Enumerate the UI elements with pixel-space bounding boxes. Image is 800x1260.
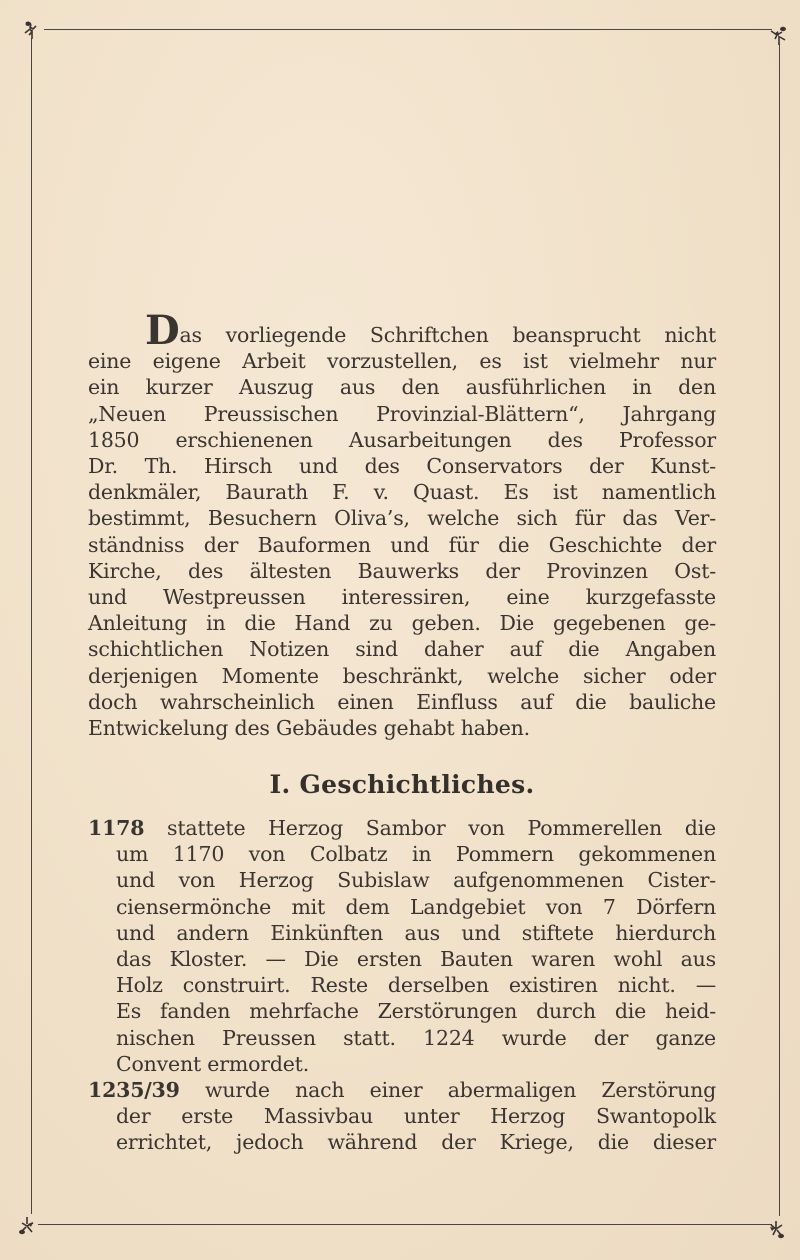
- corner-ornament-bottom-left-icon: [16, 1215, 38, 1237]
- intro-line: schichtlichen Notizen sind daher auf die Angaben: [88, 637, 716, 662]
- intro-line: bestimmt, Besuchern Oliva’s, welche sich für das Ver-: [88, 506, 716, 531]
- entry-line: ciensermönche mit dem Landgebiet von 7 Dörfern: [116, 894, 716, 919]
- intro-line: Dr. Th. Hirsch und des Conservators der Kunst-: [88, 454, 716, 479]
- corner-ornament-top-left-icon: [21, 19, 43, 41]
- intro-line: und Westpreussen interessiren, eine kurzgefasste: [88, 585, 716, 610]
- intro-line: eine eigene Arbeit vorzustellen, es ist vielmehr nur: [88, 349, 716, 374]
- entry-year: 1235/39: [88, 1078, 180, 1102]
- entry-line: das Kloster. — Die ersten Bauten waren wohl aus: [116, 947, 716, 972]
- entry-line: Convent ermordet.: [116, 1051, 310, 1076]
- border-bottom-rule: [38, 1224, 772, 1225]
- intro-line: derjenigen Momente beschränkt, welche sicher oder: [88, 663, 716, 688]
- entry-line: Holz construirt. Reste derselben existiren nicht. —: [116, 973, 716, 998]
- intro-line: Das vorliegende Schriftchen beansprucht nicht: [145, 307, 716, 354]
- intro-paragraph: [88, 307, 716, 741]
- corner-ornament-top-right-icon: [768, 25, 790, 47]
- entry-line: und andern Einkünften aus und stiftete hierdurch: [116, 920, 716, 945]
- border-left-rule: [31, 38, 32, 1214]
- intro-line: „Neuen Preussischen Provinzial-Blättern“, Jahrgang: [88, 401, 716, 426]
- chronicle-entry-1178: [88, 815, 716, 1077]
- intro-line: denkmäler, Baurath F. v. Quast. Es ist namentlich: [88, 480, 716, 505]
- intro-line: ständniss der Bauformen und für die Geschichte der: [88, 532, 716, 557]
- intro-line: Anleitung in die Hand zu geben. Die gegebenen ge-: [88, 611, 716, 636]
- intro-line: 1850 erschienenen Ausarbeitungen des Professor: [88, 427, 716, 452]
- intro-line: ein kurzer Auszug aus den ausführlichen in den: [88, 375, 716, 400]
- intro-line: doch wahrscheinlich einen Einfluss auf die bauliche: [88, 689, 716, 714]
- entry-year: 1178: [88, 816, 145, 840]
- border-top-rule: [44, 29, 772, 30]
- intro-line: Kirche, des ältesten Bauwerks der Provinzen Ost-: [88, 558, 716, 583]
- entry-line: und von Herzog Subislaw aufgenommenen Cister-: [116, 868, 716, 893]
- intro-line: Entwickelung des Gebäudes gehabt haben.: [88, 716, 530, 741]
- drop-cap: D: [145, 307, 180, 354]
- entry-line: um 1170 von Colbatz in Pommern gekommenen: [116, 842, 716, 867]
- entry-line: errichtet, jedoch während der Kriege, die dieser: [116, 1130, 716, 1155]
- entry-line: nischen Preussen statt. 1224 wurde der ganze: [116, 1025, 716, 1050]
- corner-ornament-bottom-right-icon: [766, 1219, 788, 1241]
- entry-first-line: 1235/39 wurde nach einer abermaligen Zerstörung: [88, 1078, 716, 1102]
- entry-line: der erste Massivbau unter Herzog Swantopolk: [116, 1104, 716, 1129]
- border-right-rule: [779, 44, 780, 1216]
- section-heading: I. Geschichtliches.: [269, 770, 535, 799]
- entry-line: Es fanden mehrfache Zerstörungen durch die heid-: [116, 999, 716, 1024]
- chronicle-entry-1235-39: [88, 1077, 716, 1156]
- entry-first-line: 1178 stattete Herzog Sambor von Pommerellen die: [88, 816, 716, 840]
